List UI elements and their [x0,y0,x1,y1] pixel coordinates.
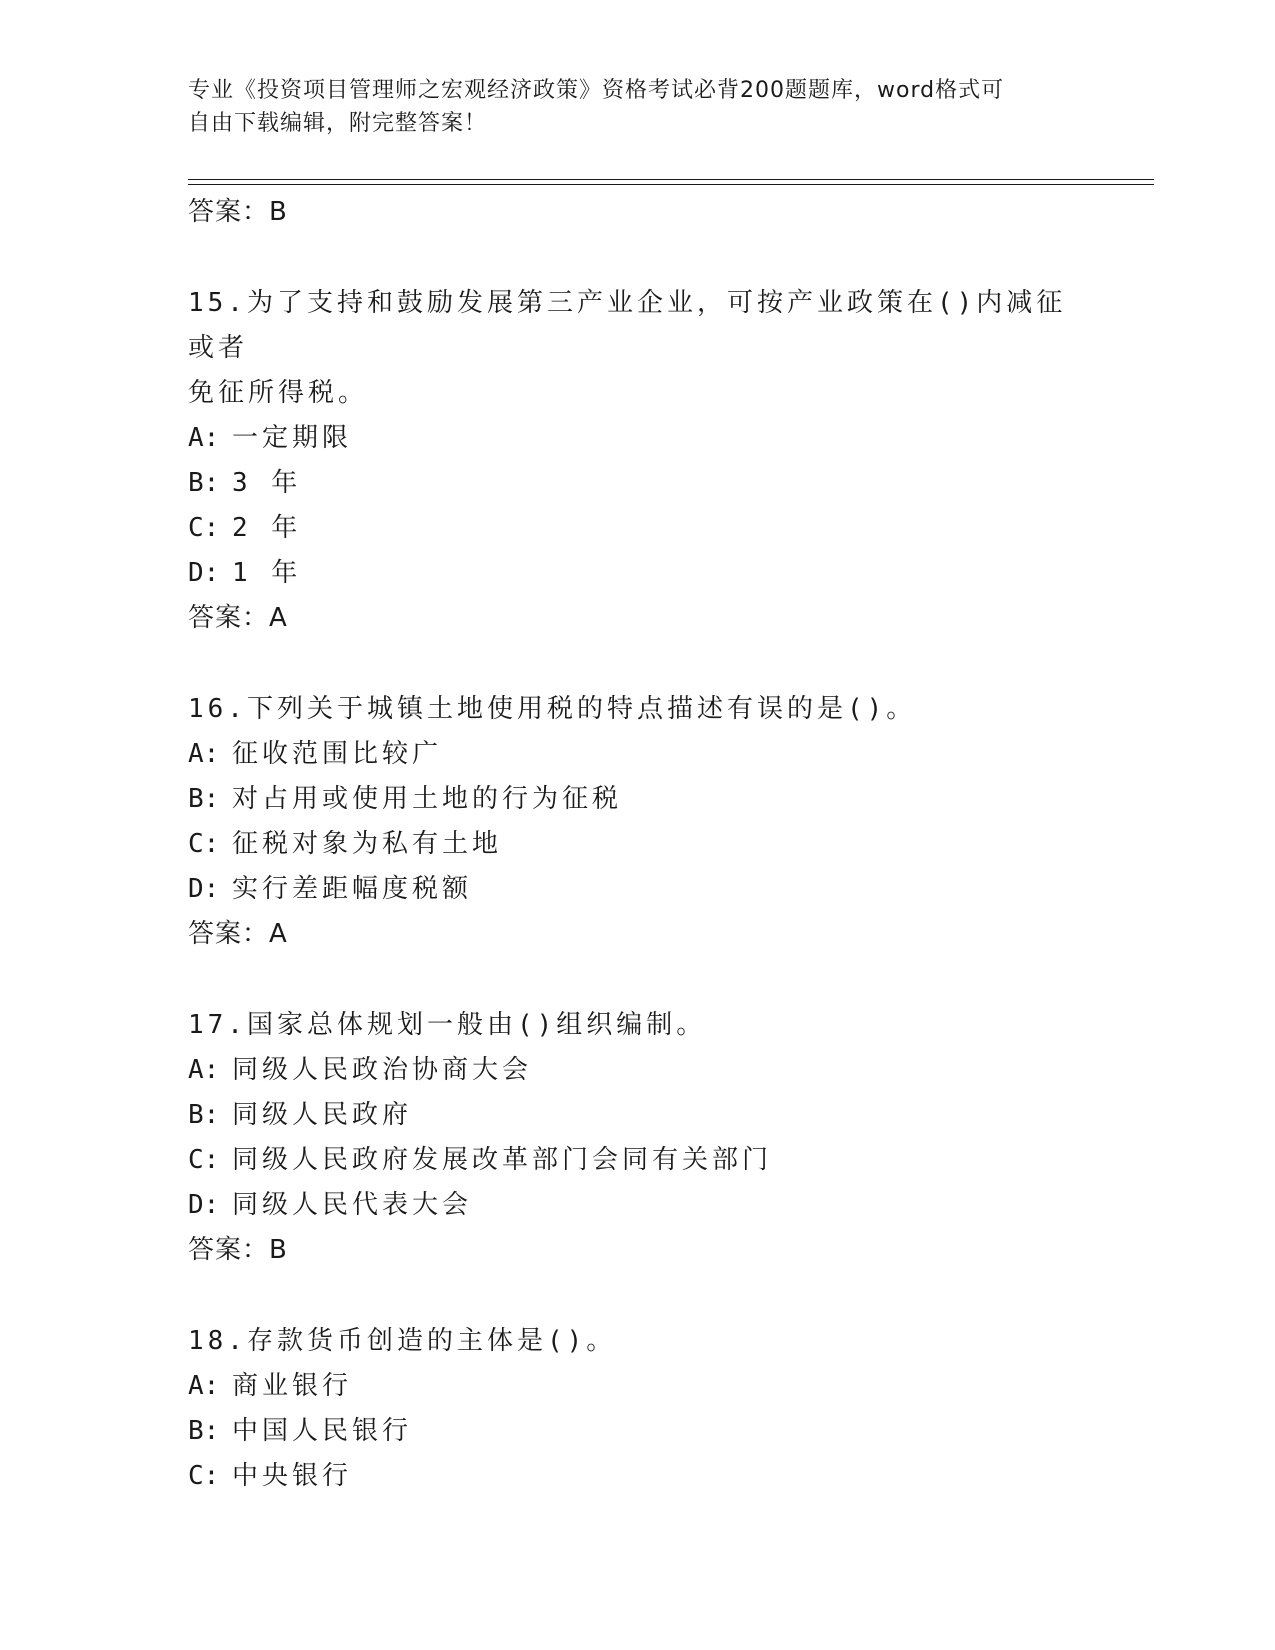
answer: 答案：B [188,1235,288,1265]
option-a [188,1048,1088,1093]
option-c [188,506,1088,551]
option-letter: B: [188,468,220,498]
option-letter: A: [188,1371,220,1401]
option-text: 征税对象为私有土地 [232,829,503,859]
option-a [188,732,1088,777]
document-header [188,74,1088,140]
question-16 [188,687,1088,957]
option-text: 3 年 [232,468,302,498]
option-d [188,1183,1088,1228]
option-c [188,1454,1088,1499]
option-d [188,551,1088,596]
question-text-line: 16.下列关于城镇土地使用税的特点描述有误的是()。 [188,694,917,724]
question-text-line: 17.国家总体规划一般由()组织编制。 [188,1010,707,1040]
option-d [188,867,1088,912]
option-letter: C: [188,513,220,543]
option-letter: B: [188,784,220,814]
question-15 [188,281,1088,641]
option-letter: C: [188,1461,220,1491]
option-text: 征收范围比较广 [232,739,443,769]
option-text: 同级人民政治协商大会 [232,1055,533,1085]
question-17 [188,1003,1088,1273]
option-letter: C: [188,829,220,859]
option-b [188,777,1088,822]
answer: 答案：A [188,919,288,949]
option-letter: D: [188,558,220,588]
option-letter: D: [188,874,220,904]
option-text: 中国人民银行 [232,1416,413,1446]
option-b [188,1409,1088,1454]
option-b [188,461,1088,506]
option-text: 2 年 [232,513,302,543]
question-list [188,190,1088,1499]
option-text: 同级人民政府发展改革部门会同有关部门 [232,1145,773,1175]
option-text: 一定期限 [232,423,353,453]
question-text-line: 15.为了支持和鼓励发展第三产业企业，可按产业政策在()内减征或者 [188,288,1067,363]
option-text: 1 年 [232,558,302,588]
option-letter: C: [188,1145,220,1175]
option-text: 中央银行 [232,1461,353,1491]
option-letter: A: [188,739,220,769]
option-text: 对占用或使用土地的行为征税 [232,784,623,814]
option-a [188,416,1088,461]
option-letter: B: [188,1416,220,1446]
option-letter: A: [188,423,220,453]
question-text-line: 18.存款货币创造的主体是()。 [188,1326,617,1356]
option-text: 商业银行 [232,1371,353,1401]
option-text: 同级人民代表大会 [232,1190,473,1220]
previous-answer: 答案：B [188,197,288,227]
option-letter: B: [188,1100,220,1130]
option-c [188,1138,1088,1183]
option-b [188,1093,1088,1138]
option-text: 同级人民政府 [232,1100,413,1130]
option-text: 实行差距幅度税额 [232,874,473,904]
option-letter: A: [188,1055,220,1085]
option-c [188,822,1088,867]
header-line-2: 自由下载编辑，附完整答案！ [188,111,488,136]
question-18 [188,1319,1088,1499]
answer: 答案：A [188,603,288,633]
header-rule-top [188,179,1154,180]
option-a [188,1364,1088,1409]
question-text-line: 免征所得税。 [188,378,369,408]
header-rule-bottom [188,184,1154,185]
option-letter: D: [188,1190,220,1220]
header-line-1: 专业《投资项目管理师之宏观经济政策》资格考试必背200题题库，word格式可 [188,78,1005,103]
